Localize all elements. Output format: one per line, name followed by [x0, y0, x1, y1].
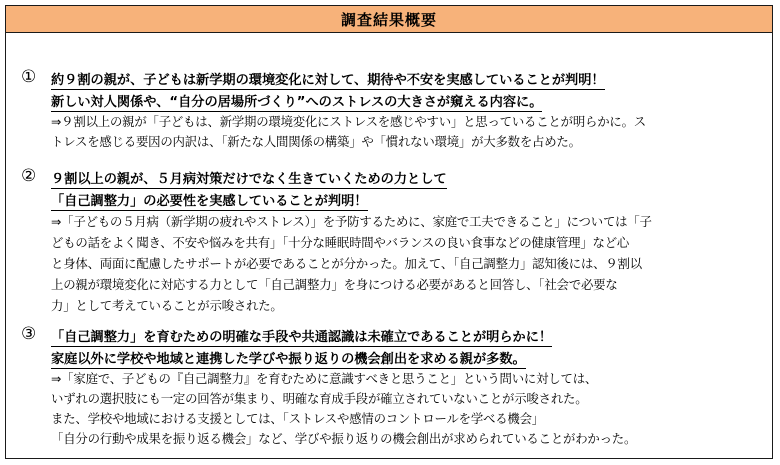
section-1-heading-line-1: 約９割の親が、子どもは新学期の環境変化に対して、期待や不安を実感していることが判明！	[51, 73, 605, 88]
section-1-heading-line-2: 新しい対人関係や、“自分の居場所づくり”へのストレスの大きさが窺える内容に。	[51, 95, 543, 110]
section-3-heading-line-2: 家庭以外に学校や地域と連携した学びや振り返りの機会創出を求める親が多数。	[51, 352, 526, 367]
section-2-heading-line-2: 「自己調整力」の必要性を実感していることが判明！	[51, 194, 368, 209]
summary-title: 調査結果概要	[340, 10, 437, 29]
section-2-heading-line-1: ９割以上の親が、５月病対策だけでなく生きていくための力として	[51, 172, 447, 187]
section-3-body-line-3: また、学校や地域における支援としては、「ストレスや感情のコントロールを学べる機会」	[51, 411, 544, 426]
section-2-number: ②	[21, 166, 37, 186]
summary-header	[6, 6, 772, 33]
section-1-body-line-1: ⇒９割以上の親が「子どもは、新学期の環境変化にストレスを感じやすい」と思っていることが明らかに。ス	[51, 114, 646, 129]
section-2-body-line-1: ⇒「子どもの５月病（新学期の疲れやストレス）」を予防するために、家庭で工夫できること」については「子	[51, 214, 652, 229]
section-1-body-line-2: トレスを感じる要因の内訳は、「新たな人間関係の構築」や「慣れない環境」が大多数を占めた。	[51, 134, 581, 149]
section-3-body-line-4: 「自分の行動や成果を振り返る機会」など、学びや振り返りの機会創出が求められていることがわかった。	[51, 431, 637, 446]
section-2-body-line-2: どもの話をよく聞き、不安や悩みを共有」「十分な睡眠時間やバランスの良い食事などの健康管理」など心	[51, 235, 630, 250]
section-3-body-line-2: いずれの選択肢にも一定の回答が集まり、明確な育成手段が確立されていないことが示唆された。	[51, 391, 588, 406]
section-2-body-line-4: 上の親が環境変化に対応する力として「自己調整力」を身につける必要があると回答し、「社会で必要な	[51, 277, 618, 292]
section-3-body-line-1: ⇒「家庭で、子どもの『自己調整力』を育むために意識すべきと思うこと」という問いに対しては、	[51, 371, 598, 386]
summary-box	[5, 5, 773, 459]
section-2-body-line-3: と身体、両面に配慮したサポートが必要であることが分かった。加えて、「自己調整力」認知後には、９割以	[51, 256, 642, 271]
section-3-number: ③	[21, 324, 37, 344]
section-2-body-line-5: 力」として考えていることが示唆された。	[51, 298, 283, 313]
section-1-number: ①	[21, 67, 37, 87]
section-3-heading-line-1: 「自己調整力」を育むための明確な手段や共通認識は未確立であることが明らかに！	[51, 330, 553, 345]
